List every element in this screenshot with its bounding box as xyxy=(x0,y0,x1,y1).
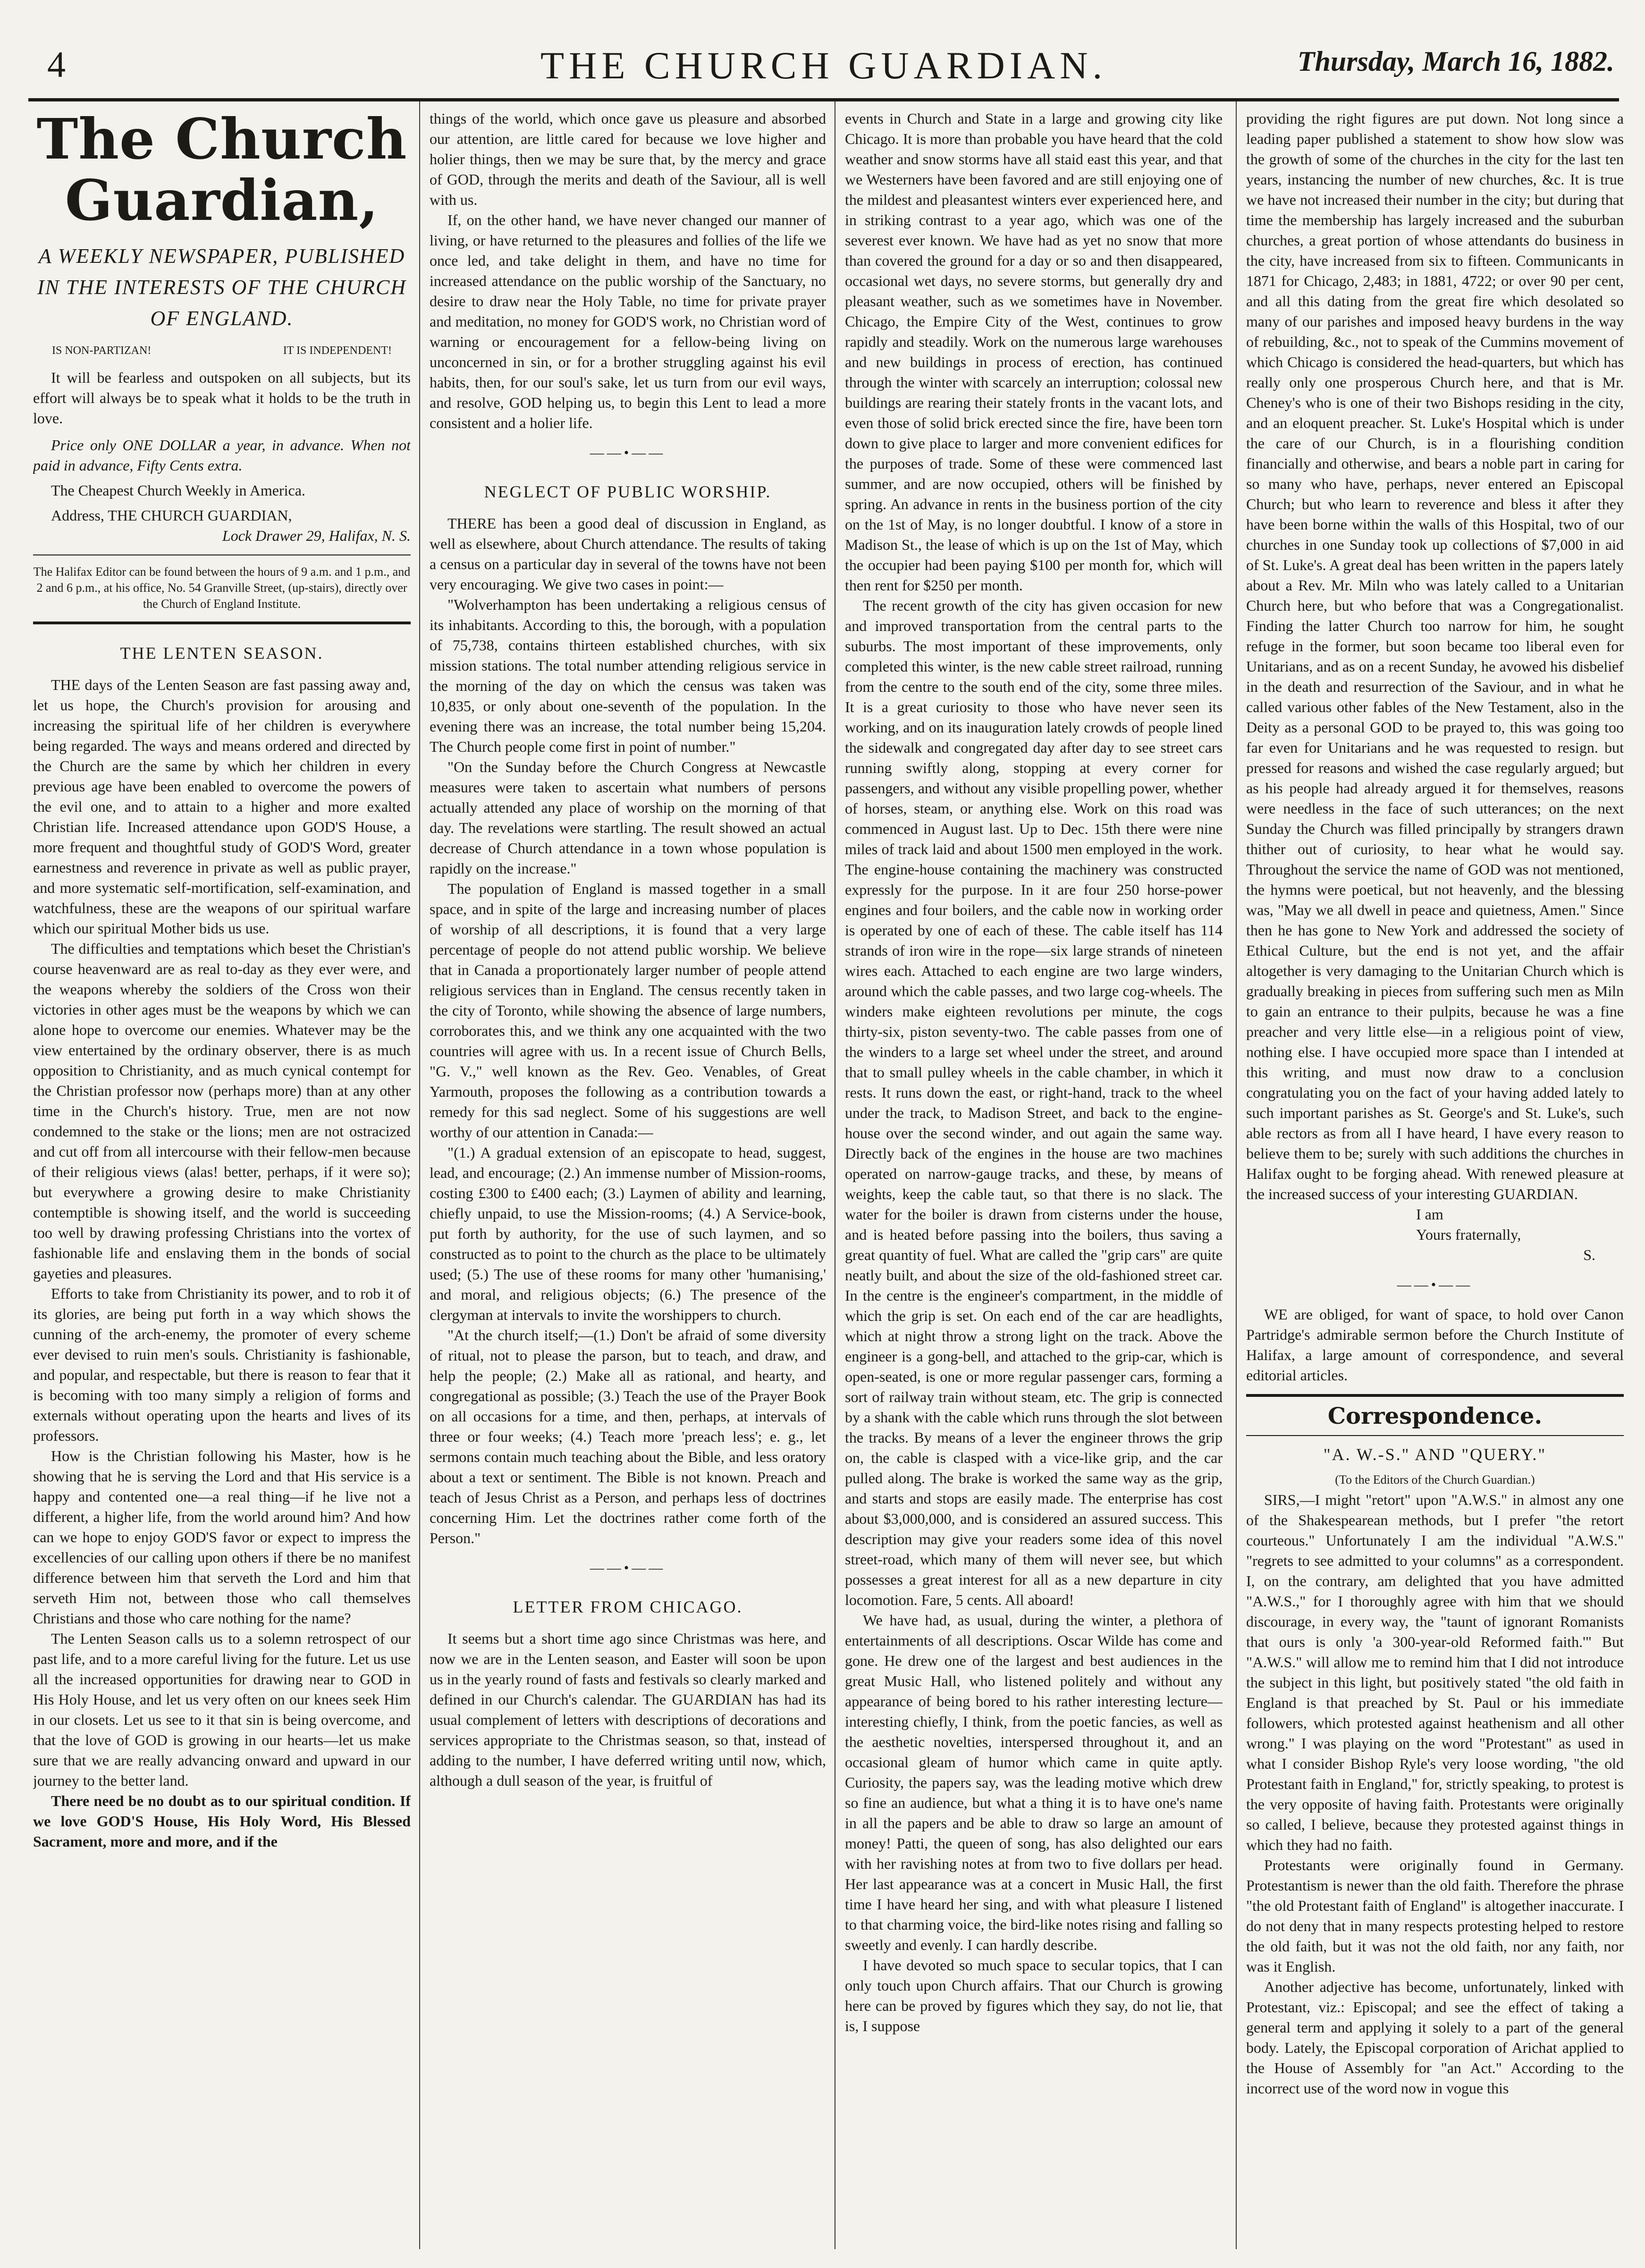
editors-note: (To the Editors of the Church Guardian.) xyxy=(1335,1473,1535,1487)
closing: Yours fraternally, xyxy=(1416,1226,1521,1243)
paragraph: THERE has been a good deal of discussion in England, as well as elsewhere, about Church attendance. The results of taking a census on a particular day in several of the towns have not been very encouraging. We give two cases in point:— xyxy=(430,515,826,593)
notice: WE are obliged, for want of space, to hold over Canon Partridge's admirable sermon before the Church Institute of Halifax, a large amount of correspondence, and several editorial articles. xyxy=(1246,1306,1624,1384)
column-2 xyxy=(430,109,826,2249)
paragraph: "At the church itself;—(1.) Don't be afraid of some diversity of ritual, not to please the parson, but to teach, and draw, and help the people; (2.) Make all as rational, and hearty, and congregational as possible; (3.) Teach the use of the Prayer Book on all occasions for a time, and then, perhaps, at intervals of three or four weeks; (4.) Teach more 'preach less'; e. g., let sermons contain much teaching about the Bible, and less oratory about a text or sentiment. The Bible is not known. Preach and teach of Jesus Christ as a Person, and perhaps less of doctrines concerning Him. Let the doctrines rather come forth of the Person." xyxy=(430,1327,826,1546)
paragraph: I have devoted so much space to secular topics, that I can only touch upon Church affairs. That our Church is growing here can be proved by figures which they say, do not lie, that is, I suppose xyxy=(845,1957,1223,2034)
address-label: Address, THE CHURCH GUARDIAN, xyxy=(51,507,292,524)
paragraph: If, on the other hand, we have never changed our manner of living, or have returned to the pleasures and follies of the life we once led, and take delight in them, and have no time for increased attendance on the public worship of the Sanctuary, no desire to draw near the Holy Table, no time for private prayer and meditation, no money for GOD'S work, no Christian word of warning or encouragement for a fellow-being living on unconcerned in sin, or for a brother struggling against his evil habits, then, for our soul's sake, let us turn from our evil ways, and resolve, GOD helping us, to begin this Lent to lead a more consistent and a holier life. xyxy=(430,211,826,431)
signature: S. xyxy=(1583,1246,1595,1263)
paragraph: There need be no doubt as to our spiritual condition. If we love GOD'S House, His Holy Word, His Blessed Sacrament, more and more, and if the xyxy=(33,1792,411,1850)
paragraph: "On the Sunday before the Church Congress at Newcastle measures were taken to ascertain what numbers of persons actually attended any place of worship on the morning of that day. The revelations were startling. The result showed an actual decrease of Church attendance in a town whose population is rapidly on the increase." xyxy=(430,758,826,877)
divider xyxy=(1246,1435,1624,1436)
header-rule xyxy=(28,98,1619,101)
paragraph: The Lenten Season calls us to a solemn retrospect of our past life, and to a more careful living for the future. Let us use all the increased opportunities for drawing near to GOD in His Holy House, and let us very often on our knees seek Him in our closets. Let us see to it that sin is being overcome, and that the love of GOD is growing in our hearts—let us make sure that we are really advancing onward and upward in our journey to the better land. xyxy=(33,1630,411,1789)
closing: I am xyxy=(1416,1206,1443,1223)
office-note: The Halifax Editor can be found between the hours of 9 a.m. and 1 p.m., and 2 and 6 p.m., at his office, No. 54 Granville Street, (up-stairs), directly over the Church of England Institute. xyxy=(33,565,411,611)
creed-line xyxy=(52,341,392,361)
creed-left: IS NON-PARTIZAN! xyxy=(52,344,152,357)
divider xyxy=(1246,1394,1624,1397)
column-4 xyxy=(1246,109,1624,2249)
column-rule xyxy=(1236,101,1237,2249)
paragraph: It seems but a short time ago since Christmas was here, and now we are in the Lenten season, and Easter will soon be upon us in the yearly round of fasts and festivals so clearly marked and defined in our Church's calendar. The GUARDIAN has had its usual complement of letters with descriptions of decorations and services appropriate to the Christmas season, so that, instead of adding to the number, I have deferred writing until now, which, although a dull season of the year, is fruitful of xyxy=(430,1630,826,1789)
issue-date: Thursday, March 16, 1882. xyxy=(1297,46,1614,77)
page-number: 4 xyxy=(47,44,66,85)
article-heading: "A. W.-S." AND "QUERY." xyxy=(1323,1445,1547,1464)
separator: ——•—— xyxy=(590,1560,666,1576)
paragraph: "Wolverhampton has been undertaking a religious census of its inhabitants. According to this, the borough, with a population of 75,738, contains thirteen established churches, with six mission stations. The total number attending religious service in the morning of the day on which the census was taken was 10,835, or only about one-seventh of the population. In the evening there was an increase, the total number being 15,204. The Church people come first in point of number." xyxy=(430,596,826,755)
paragraph: providing the right figures are put down. Not long since a leading paper published a statement to show how slow was the growth of some of the churches in the city for the last ten years, instancing the number of new churches, &c. It is true we have not increased their number in the city; but during that time the membership has largely increased and the suburban churches, a great portion of whose attendants do business in the city, have increased from six to fifteen. Communicants in 1871 for Chicago, 2,483; in 1881, 4722; or over 90 per cent, and all this dating from the great fire which desolated so many of our parishes and imposed heavy burdens in the way of rebuilding, &c., not to speak of the Cummins movement of which Chicago is considered the head-quarters, but which has really only one prosperous Church here, and that is Mr. Cheney's who is one of their two Bishops residing in the city, and an eloquent preacher. St. Luke's Hospital which is under the care of our Church, is in a flourishing condition financially and otherwise, and bears a noble part in caring for so many who have, perhaps, never entered an Episcopal Church; but who learn to reverence and bless it after they have been borne within the walls of this Hospital, two of our churches in one Sunday took up collections of $7,000 in aid of St. Luke's. A great deal has been written in the papers lately about a Rev. Mr. Miln who was lately called to a Unitarian Church here, but who before that was a Congregationalist. Finding the latter Church too narrow for him, he sought refuge in the former, but soon became too liberal even for Unitarians, and as on a recent Sunday, he avowed his disbelief in the death and resurrection of the Saviour, and in what he called various other fables of the New Testament, also in the Deity as a personal GOD to be prayed to, this was going too far even for Unitarians and he was requested to resign. but pressed for reasons and wished the case regularly argued; but as his people had already argued it for themselves, reasons were needless in the face of such utterances; on the next Sunday the Church was filled principally by strangers drawn thither out of curiosity, to hear what he would say. Throughout the service the name of GOD was not mentioned, the hymns were poetical, but not heavenly, and the blessing was, "May we all dwell in peace and quietness, Amen." Since then he has gone to New York and addressed the society of Ethical Culture, but the end is not yet, and the affair altogether is very damaging to the Unitarian Church which is gradually breaking in pieces from suffering such men as Miln to gain an entrance to their pulpits, because he was a fine preacher and very little else—in a religious point of view, nothing else. I have occupied more space than I intended at this writing, and must now draw to a conclusion congratulating you on the fact of your having added lately to such important parishes as St. George's and St. Luke's, such able rectors as from all I have heard, I have every reason to believe them to be; surely with such additions the churches in Halifax ought to be forging ahead. With renewed pleasure at the increased success of your interesting GUARDIAN. xyxy=(1246,110,1624,1202)
paragraph: things of the world, which once gave us pleasure and absorbed our attention, are little cared for because we love higher and holier things, then we may be sure that, by the mercy and grace of GOD, through the merits and death of the Saviour, all is well with us. xyxy=(430,110,826,208)
column-rule xyxy=(419,101,420,2249)
paragraph: events in Church and State in a large and growing city like Chicago. It is more than probable you have heard that the cold weather and snow storms have all staid east this year, and that we Westerners have been favored and are still enjoying one of the mildest and pleasantest winters ever experienced here, and in striking contrast to a year ago, which was one of the severest ever known. We have had as yet no snow that more than covered the ground for a day or so and then disappeared, occasional wet days, no severe storms, but generally dry and pleasant weather, such as we sometimes have in November. Chicago, the Empire City of the West, continues to grow rapidly and steadily. Work on the numerous large warehouses and new buildings in process of erection, has continued through the winter with scarcely an interruption; colossal new buildings are rearing their stately fronts in the vacant lots, and even those of solid brick erected since the fire, have been torn down to give place to larger and more convenient edifices for the purposes of trade. Some of these were commenced last summer, and are now occupied, others will be finished by spring. An advance in rents in the business portion of the city on the 1st of May, is no longer doubtful. I know of a store in Madison St., the lease of which is up on the 1st of May, which the occupier had been paying $100 per month for, which will then rent for $250 per month. xyxy=(845,110,1223,594)
address-line: Lock Drawer 29, Halifax, N. S. xyxy=(222,527,411,544)
divider xyxy=(33,554,411,555)
separator: ——•—— xyxy=(590,445,666,461)
separator: ——•—— xyxy=(1397,1277,1473,1293)
masthead-title: The Church Guardian, xyxy=(36,109,407,233)
price-line: Price only ONE DOLLAR a year, in advance. When not paid in advance, Fifty Cents extra. xyxy=(33,437,411,474)
paragraph: How is the Christian following his Master, how is he showing that he is serving the Lord and that His service is a happy and contented one—a real thing—if he live not a different, a higher life, from the world around him? And how can we hope to enjoy GOD'S favor or expect to impress the excellencies of our calling upon others if there be no manifest difference between him that serveth the Lord and him that serveth Him not, between those who call themselves Christians and those who care nothing for the name? xyxy=(33,1447,411,1627)
paragraph: SIRS,—I might "retort" upon "A.W.S." in almost any one of the Shakespearean methods, but I prefer "the retort courteous." Unfortunately I am the individual "A.W.S." "regrets to see admitted to your columns" as a correspondent. I, on the contrary, am delighted that you have admitted "A.W.S.," for I thoroughly agree with him that we should discourage, in every way, the "taunt of ignorant Romanists that ours is only 'a 300-year-old Reformed faith.'" But "A.W.S." will allow me to remind him that I did not introduce the subject in this light, but positively stated "the old faith in England is that preached by St. Paul or his immediate followers, which protested against heathenism and all other wrong." I was playing on the word "Protestant" as used in what I consider Bishop Ryle's very loose wording, "the old Protestant faith in England," for, strictly speaking, to protest is the very opposite of having faith. Protestants were originally so called, I believe, because they protested against things in which they had no faith. xyxy=(1246,1491,1624,1853)
page-header xyxy=(28,43,1619,100)
masthead-tagline: A WEEKLY NEWSPAPER, PUBLISHED IN THE INTERESTS OF THE CHURCH OF ENGLAND. xyxy=(37,244,407,330)
article-heading: NEGLECT OF PUBLIC WORSHIP. xyxy=(484,482,772,501)
paragraph: We have had, as usual, during the winter, a plethora of entertainments of all descriptions. Oscar Wilde has come and gone. He drew one of the largest and best audiences in the great Music Hall, who listened politely and without any appearance of being bored to his rather interesting lecture—interesting chiefly, I think, from the poetic fancies, as well as the aesthetic novelties, interspersed throughout it, and an occasional gleam of humor which came in quite aptly. Curiosity, the papers say, was the leading motive which drew so fine an audience, but what a thing it is to have one's name in all the papers and be able to draw so large an amount of money! Patti, the queen of song, has also delighted our ears with her ravishing notes at from two to five dollars per head. Her last appearance was at a concert in Music Hall, the first time I have heard her sing, and with what pleasure I listened to that charming voice, the bird-like notes rising and falling so sweetly and evenly. I can hardly describe. xyxy=(845,1612,1223,1953)
paragraph: THE days of the Lenten Season are fast passing away and, let us hope, the Church's provision for arousing and increasing the spiritual life of her children is everywhere being regarded. The ways and means ordered and directed by the Church are the same by which her children in every previous age have been enabled to overcome the powers of the evil one, and to attain to a higher and more exalted Christian life. Increased attendance upon GOD'S House, a more frequent and thoughtful study of GOD'S Word, greater earnestness and reverence in private as well as public prayer, and more systematic self-mortification, self-examination, and watchfulness, these are the weapons of our spiritual warfare which our spiritual Mother bids us use. xyxy=(33,676,411,937)
paragraph: The recent growth of the city has given occasion for new and improved transportation from the central parts to the suburbs. The most important of these improvements, only completed this winter, is the new cable street railroad, running from the centre to the south end of the city, some three miles. It is a great curiosity to those who have never seen its working, and on its inauguration lately crowds of people lined the sidewalk and congregated day after day to see street cars running swiftly along, stopping at every corner for passengers, and without any visible propelling power, whether of horses, steam, or anything else. Work on this road was commenced in August last. Up to Dec. 15th there were nine miles of track laid and about 1500 men employed in the work. The engine-house containing the machinery was constructed expressly for the purpose. In it are four 250 horse-power engines and four boilers, and the cable now in working order is operated by one of each of these. The cable itself has 114 strands of iron wire in the rope—six large strands of nineteen wires each. Attached to each engine are two large winders, around which the cable passes, and two large cog-wheels. The winders make eighteen revolutions per minute, the cogs thirty-six, piston seventy-two. The cable passes from one of the winders to a large set wheel under the street, and around that to small pulley wheels in the cable chamber, in which it rests. It runs down the east, or right-hand, track to the wheel under the track, to Madison Street, and back to the engine-house over the second winder, and out again the same way. Directly back of the engines in the house are two machines operated on narrow-gauge tracks, and these, by means of weights, keep the cable taut, so that there is no slack. The water for the boiler is drawn from cisterns under the house, and is heated before passing into the boilers, thus saving a great quantity of fuel. What are called the "grip cars" are quite neatly built, and about the size of the old-fashioned street car. In the centre is the engineer's compartment, in the middle of which the grip is set. On each end of the car are headlights, which at night throw a strong light on the track. Above the engineer is a gong-bell, and attached to the grip-car, which is open-seated, is one or more regular passenger cars, forming a sort of railway train without steam, etc. The grip is connected by a shank with the cable which runs through the slot between the tracks. By means of a lever the engineer throws the grip on, the cable is clasped with a vice-like grip, and the car pulled along. The brake is worked the same way as the grip, and starts and stops are easily made. The enterprise has cost about $3,000,000, and is considered an assured success. This description may give your readers some idea of this novel street-road, which many of them will never see, but which possesses a great interest for all as a new departure in city locomotion. Fare, 5 cents. All aboard! xyxy=(845,597,1223,1608)
paper-title: THE CHURCH GUARDIAN. xyxy=(540,44,1107,87)
divider xyxy=(33,622,411,624)
paragraph: The difficulties and temptations which beset the Christian's course heavenward are as real to-day as they ever were, and the weapons whereby the soldiers of the Cross won their victories in other ages must be the weapons by which we can alone hope to overcome our enemies. Whatever may be the view entertained by the ordinary observer, there is as much opposition to Christianity, and as much cynical contempt for the Christian professor now (perhaps more) than at any other time in the Church's history. True, men are not now condemned to the stake or the lions; men are not ostracized and cut off from all intercourse with their fellow-men because of their religious views (alas! better, perhaps, if it were so); but everywhere a growing desire to make Christianity contemptible is showing itself, and the world is succeeding too well by drawing professing Christians into the vortex of fashionable life and enslaving them in the bonds of social gayeties and pleasures. xyxy=(33,940,411,1282)
paragraph: Protestants were originally found in Germany. Protestantism is newer than the old faith. Therefore the phrase "the old Protestant faith of England" is altogether inaccurate. I do not deny that in many respects protesting helped to restore the old faith, but it was not the old faith, nor any faith, nor was it English. xyxy=(1246,1856,1624,1975)
masthead-intro: It will be fearless and outspoken on all subjects, but its effort will always be to speak what it holds to be the truth in love. xyxy=(33,369,411,427)
article-heading: THE LENTEN SEASON. xyxy=(120,644,324,663)
column-1 xyxy=(33,109,411,2249)
paragraph: Efforts to take from Christianity its power, and to rob it of its glories, are being put forth in a way which shows the cunning of the arch-enemy, the promoter of every scheme ever devised to ruin men's souls. Christianity is fashionable, and popular, and respectable, but there is reason to fear that it is becoming with too many simply a religion of forms and externals without operating upon the hearts and lives of its professors. xyxy=(33,1285,411,1444)
article-heading: LETTER FROM CHICAGO. xyxy=(513,1597,743,1616)
section-title: Correspondence. xyxy=(1327,1403,1543,1429)
cheapest-line: The Cheapest Church Weekly in America. xyxy=(51,482,305,499)
paragraph: Another adjective has become, unfortunately, linked with Protestant, viz.: Episcopal; and see the effect of taking a general term and applying it solely to a part of the general body. Lately, the Episcopal corporation of Arichat applied to the House of Assembly for "an Act." According to the incorrect use of the word now in vogue this xyxy=(1246,1978,1624,2097)
paragraph: The population of England is massed together in a small space, and in spite of the large and increasing number of places of worship of all descriptions, it is found that a very large percentage of people do not attend public worship. We believe that in Canada a proportionately larger number of people attend religious services than in England. The census recently taken in the city of Toronto, while showing the absence of large numbers, corroborates this, and we think any one acquainted with the two countries will agree with us. In a recent issue of Church Bells, "G. V.," well known as the Rev. Geo. Venables, of Great Yarmouth, proposes the following as a contribution towards a remedy for this sad neglect. Some of his suggestions are well worthy of our attention in Canada:— xyxy=(430,880,826,1141)
creed-right: IT IS INDEPENDENT! xyxy=(283,344,392,357)
paragraph: "(1.) A gradual extension of an episcopate to head, suggest, lead, and encourage; (2.) An immense number of Mission-rooms, costing £300 to £400 each; (3.) Laymen of ability and learning, chiefly unpaid, to use the Mission-rooms; (4.) A Service-book, put forth by authority, for the use of such laymen, and so constructed as to point to the church as the place to be ultimately used; (5.) The use of these rooms for many other 'humanising,' and moral, and religious objects; (6.) The presence of the clergyman at intervals to invite the worshippers to church. xyxy=(430,1144,826,1323)
column-3 xyxy=(845,109,1223,2249)
